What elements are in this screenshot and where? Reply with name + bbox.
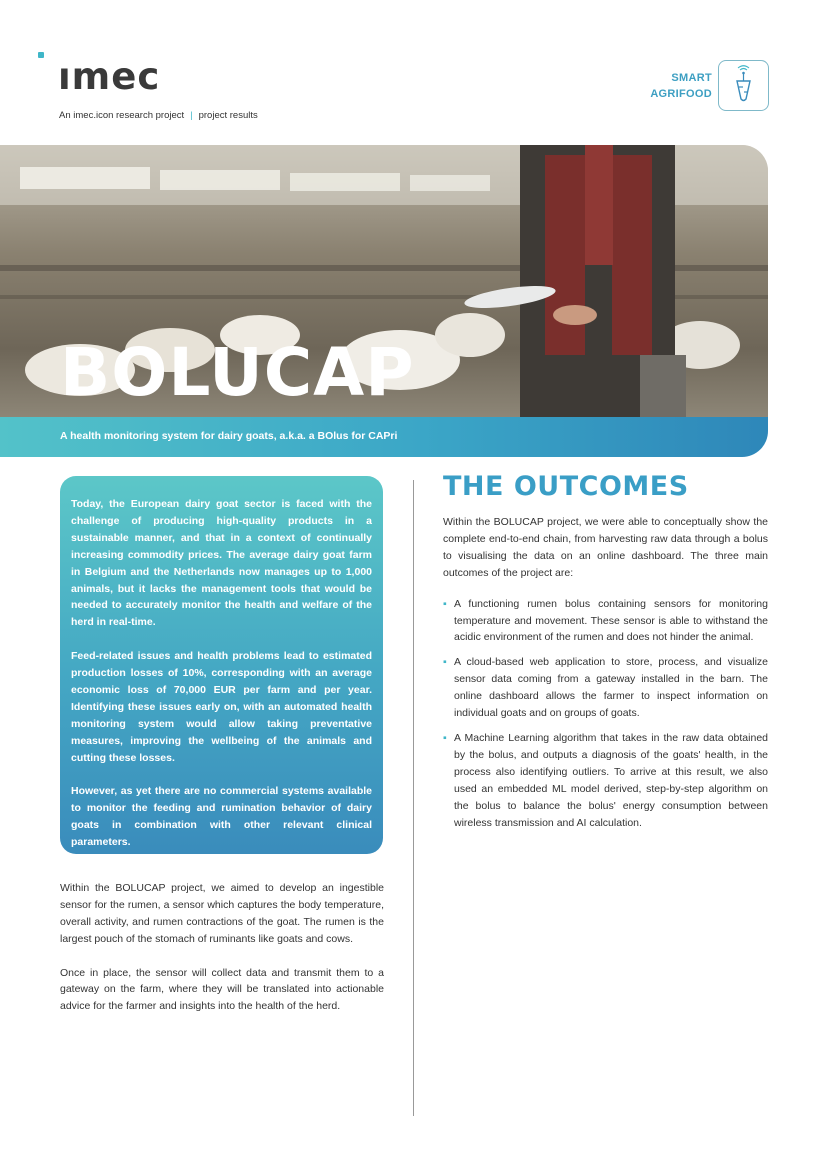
- imec-logo: [58, 52, 160, 102]
- body-paragraph: Once in place, the sensor will collect data and transmit them to a gateway on the farm, where they will be translated into actionable advice for the farmer and insights into the health of the herd.: [60, 966, 384, 1013]
- smart-label: SMART: [671, 72, 712, 84]
- list-item: [443, 654, 768, 722]
- list-item-text: A functioning rumen bolus containing sensors for monitoring temperature and movement. These sensor is able to withstand the acidic environment of the rumen and does not hinder the animal.: [454, 597, 768, 644]
- left-body-text: [60, 880, 384, 1032]
- body-paragraph: Within the BOLUCAP project, we aimed to develop an ingestible sensor for the rumen, a sensor which captures the body temperature, overall activity, and rumen contractions of the goat. The rumen is the largest pouch of the stomach of ruminants like goats and cows.: [60, 882, 384, 945]
- subtitle-band: [0, 417, 768, 457]
- intro-paragraph: Feed-related issues and health problems lead to estimated production losses of 10%, corresponding with an average economic loss of 70,000 EUR per farm and per year. Identifying these issues early on, with an automated health monitoring system would allow taking preventative measures, improving the wellbeing of the animals and cutting these losses.: [71, 650, 372, 764]
- list-item: [443, 730, 768, 831]
- intro-paragraph: Today, the European dairy goat sector is faced with the challenge of producing high-quality products in a sustainable manner, and that in a context of continually increasing commodity prices. The average dairy goat farm in Belgium and the Netherlands now manages up to 1,000 animals, but it lacks the management tools that would be needed to accurately monitor the health and welfare of the herd in real-time.: [71, 498, 372, 629]
- list-item-text: A Machine Learning algorithm that takes in the raw data obtained by the bolus, and outputs a diagnosis of the goats' health, in the process also identifying outliers. To arrive at this result, we also used an embedded ML model derived, step-by-step algorithm on the bolus to balance the bolus' energy consumption between wireless transmission and AI calculation.: [454, 731, 768, 829]
- tagline-text: An imec.icon research project: [59, 110, 185, 121]
- tagline: [59, 110, 258, 121]
- hero-title: BOLUCAP: [60, 334, 415, 411]
- smart-agrifood-label: [650, 70, 712, 102]
- bullet-icon: ▪: [443, 656, 447, 669]
- intro-text: [71, 496, 372, 868]
- agrifood-label: AGRIFOOD: [650, 88, 712, 100]
- hero-banner: [0, 145, 768, 457]
- tagline-separator: |: [190, 110, 193, 121]
- outcomes-list: [443, 596, 768, 832]
- outcomes-section: [443, 514, 768, 839]
- smart-agrifood-badge: [718, 60, 769, 111]
- tagline-tag: project results: [198, 110, 258, 121]
- list-item-text: A cloud-based web application to store, process, and visualize sensor data coming from a gateway installed in the barn. The online dashboard allows the farmer to inspect information on individual goats and on groups of goats.: [454, 656, 768, 720]
- outcomes-intro: Within the BOLUCAP project, we were able to conceptually show the complete end-to-end chain, from harvesting raw data through a bolus to visualising the data on an online dashboard. The three main outcomes of the project are:: [443, 516, 768, 579]
- intro-paragraph: However, as yet there are no commercial systems available to monitor the feeding and rumination behavior of dairy goats in combination with other relevant clinical parameters.: [71, 785, 372, 849]
- outcomes-heading: THE OUTCOMES: [443, 471, 689, 502]
- list-item: [443, 596, 768, 647]
- bullet-icon: ▪: [443, 597, 447, 610]
- intro-highlight-box: [60, 476, 383, 854]
- column-divider: [413, 480, 414, 1116]
- logo-text: ımec: [58, 55, 161, 98]
- bullet-icon: ▪: [443, 731, 447, 744]
- hero-subtitle: A health monitoring system for dairy goats, a.k.a. a BOlus for CAPri: [60, 430, 398, 442]
- logo-dot-icon: [38, 52, 44, 58]
- carrot-sensor-icon: [719, 61, 768, 110]
